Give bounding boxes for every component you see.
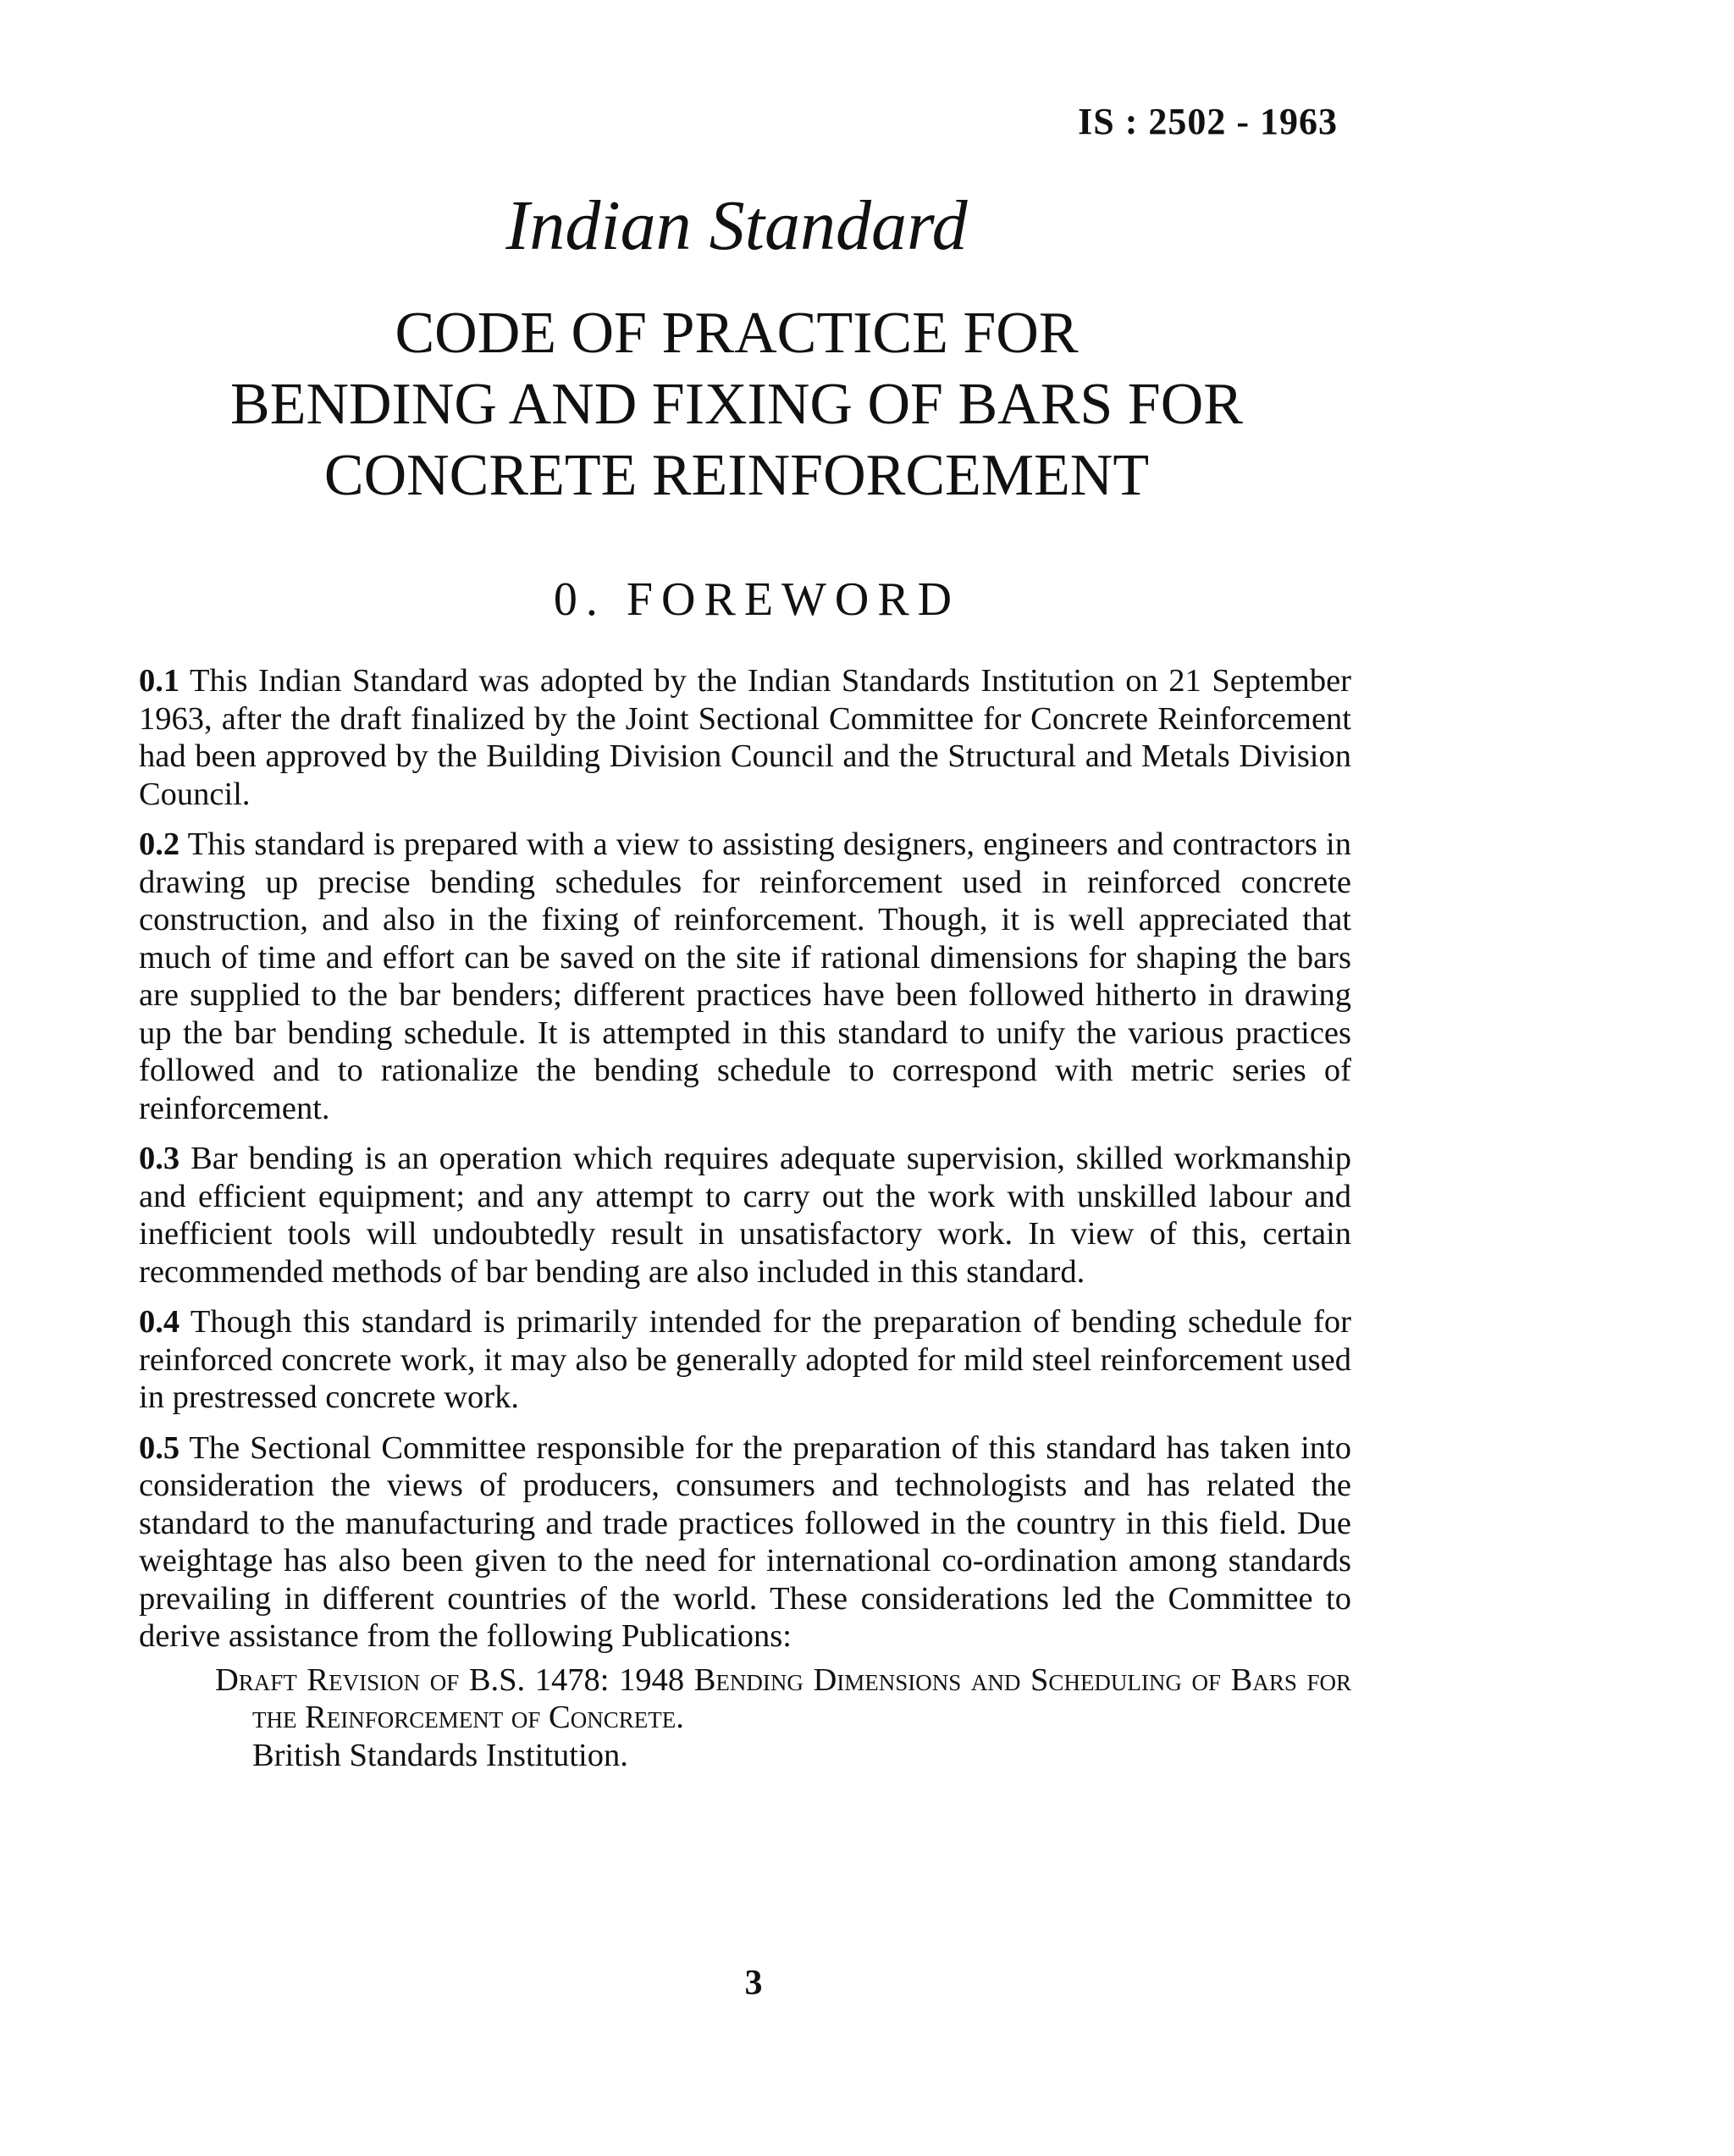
clause-number: 0.3 [139,1141,180,1176]
clause-0-3 [139,1140,1351,1291]
title-line-3: CONCRETE REINFORCEMENT [323,443,1150,508]
clause-number: 0.4 [139,1304,180,1340]
clause-text: The Sectional Committee responsible for the preparation of this standard has taken into consideration the views of producers, consumers and technologists and has related the standard to the manufacturing and trade practices followed in the country in this field. Due weightage has also been given to the need for international co-ordination among standards prevailing in different countries of the world. These considerations led the Committee to derive assistance from the following Publications: [139,1429,1351,1654]
reference-entry [139,1661,1351,1775]
foreword-heading: 0. FOREWORD [553,573,961,626]
title-line-1: CODE OF PRACTICE FOR [395,301,1079,366]
title-kicker: Indian Standard [505,186,968,265]
clause-text: This standard is prepared with a view to assisting designers, engineers and contractors in drawing up precise bending schedules for reinforcement used in reinforced concrete construction, and also in the fixing of reinforcement. Though, it is well appreciated that much of time and effort can be saved on the site if rational dimensions for shaping the bars are supplied to the bar benders; different practices have been followed hitherto in drawing up the bar bending schedule. It is attempted in this standard to unify the various practices followed and to rationalize the bending schedule to correspond with metric series of reinforcement. [139,826,1351,1126]
clause-number: 0.5 [139,1429,180,1466]
clause-0-5 [139,1429,1351,1656]
clause-0-2 [139,826,1351,1127]
reference-publisher: British Standards Institution. [252,1737,628,1773]
clause-text: This Indian Standard was adopted by the Indian Standards Institution on 21 September 1963, after the draft finalized by the Joint Sectional Committee for Concrete Reinforcement had been approved by the Building Division Council and the Structural and Metals Division Council. [139,663,1351,812]
clause-number: 0.1 [139,663,180,699]
clause-text: Though this standard is primarily intended for the preparation of bending schedule for reinforced concrete work, it may also be generally adopted for mild steel reinforcement used in prestressed concrete work. [139,1304,1351,1415]
clause-0-1 [139,662,1351,813]
clause-text: Bar bending is an operation which requires adequate supervision, skilled workmanship and efficient equipment; and any attempt to carry out the work with unskilled labour and inefficient tools will undoubtedly result in unsatisfactory work. In view of this, certain recommended methods of bar bending are also included in this standard. [139,1141,1352,1290]
title-line-2: BENDING AND FIXING OF BARS FOR [230,372,1243,437]
clause-number: 0.2 [139,826,180,862]
foreword-body [139,662,1351,1774]
document-title [0,298,1473,511]
reference-title: Draft Revision of B.S. 1478: 1948 Bending Dimensions and Scheduling of Bars for the Reinforcement of Concrete. [215,1661,1351,1735]
page-number: 3 [744,1964,763,2003]
standard-number: IS : 2502 - 1963 [1078,101,1338,142]
clause-0-4 [139,1303,1351,1417]
